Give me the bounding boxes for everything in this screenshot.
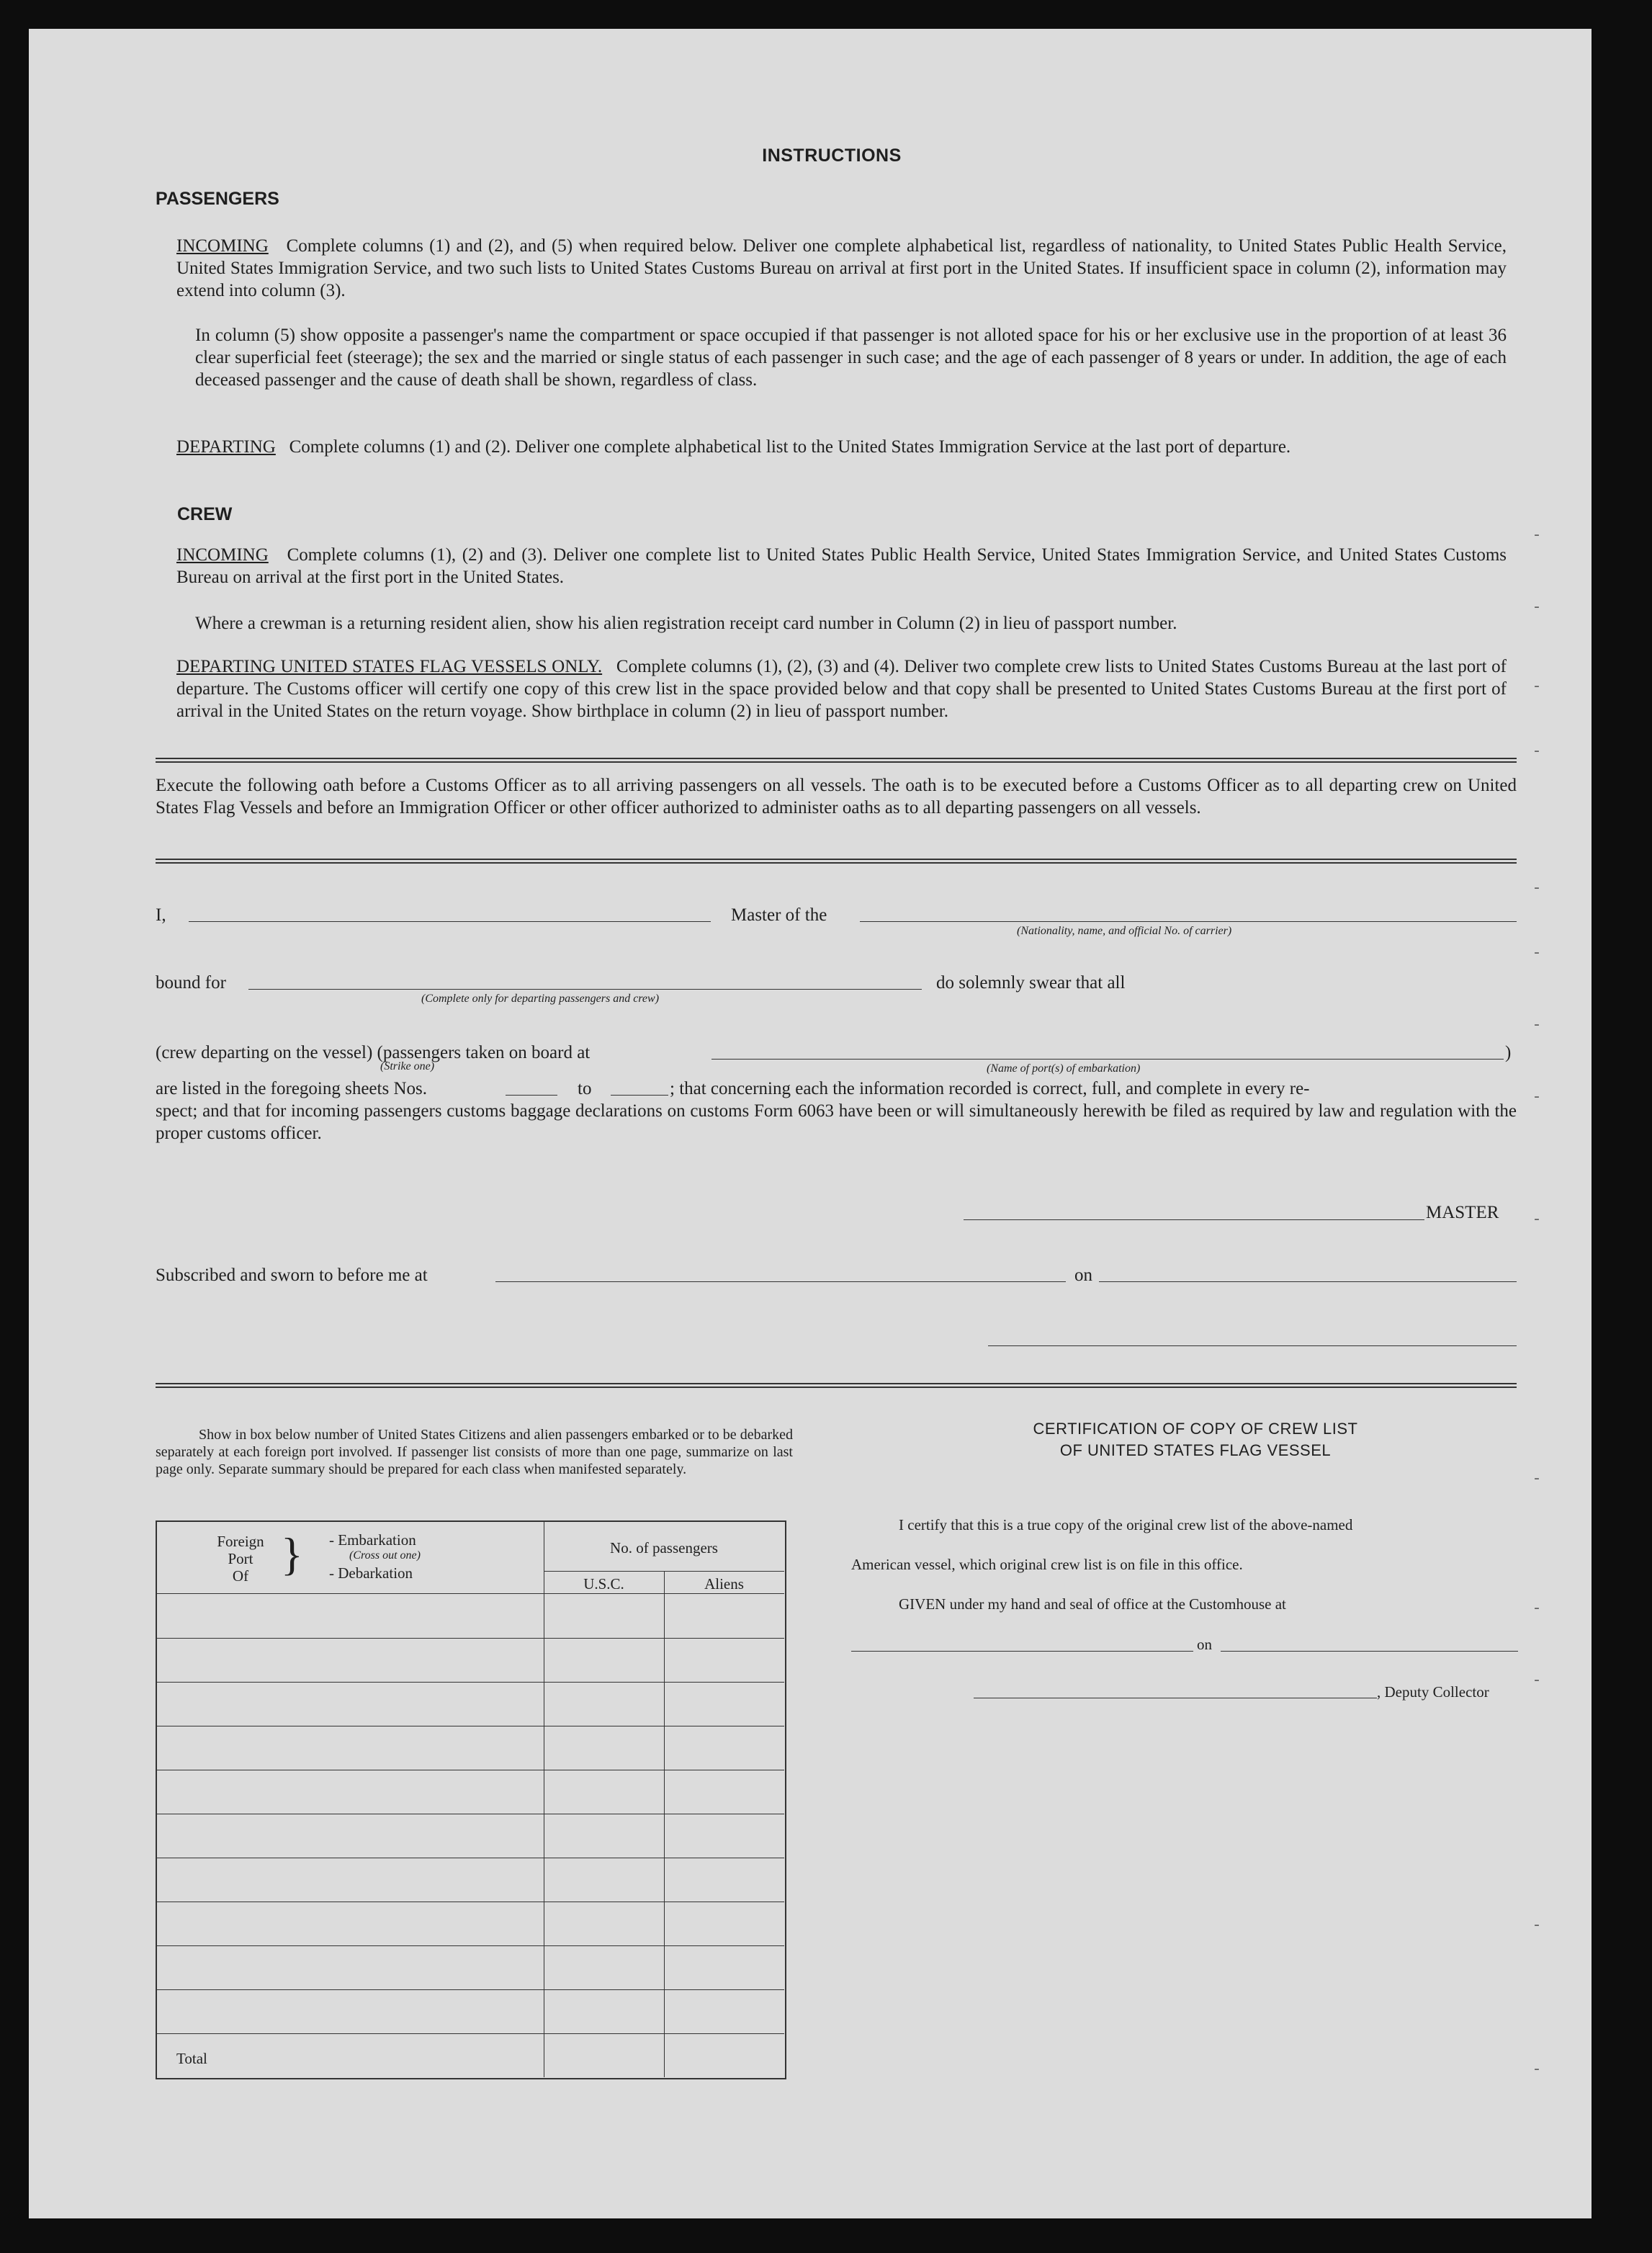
- passengers-column5-paragraph: In column (5) show opposite a passenger's name the compartment or space occupied if that passenger is not alloted space for his or her exclusive use in the proportion of at least 36 clear superficial feet (steerage); the sex and the married or single status of each passenger in such case; and the age of each passenger of 8 years or under. In addition, the age of each deceased passenger and the cause of death shall be shown, regardless of class.: [195, 326, 1507, 390]
- ports-caption: (Name of port(s) of embarkation): [987, 1062, 1141, 1075]
- certification-date-field[interactable]: [1221, 1651, 1518, 1652]
- sheet-to-field[interactable]: [611, 1095, 668, 1096]
- oath-close-paren: ): [1505, 1043, 1512, 1062]
- col-foreign-label: Foreign: [217, 1533, 264, 1550]
- no-passengers-label: No. of passengers: [610, 1539, 718, 1557]
- bleed-mark: -: [1534, 879, 1540, 897]
- page-title: INSTRUCTIONS: [762, 145, 902, 166]
- debarkation-label[interactable]: - Debarkation: [329, 1564, 413, 1582]
- table-row[interactable]: [156, 1638, 784, 1639]
- box-instructions: Show in box below number of United States Citizens and alien passengers embarked or to be debarked separately at each foreign port involved. If passenger list consists of more than one page, summarize on last page only. Separate summary should be prepared for each class when manifested separately.: [156, 1427, 793, 1477]
- sheet-from-field[interactable]: [506, 1095, 557, 1096]
- passengers-incoming-paragraph: [176, 235, 1507, 302]
- crew-incoming-paragraph: [176, 544, 1507, 588]
- usc-label: U.S.C.: [583, 1575, 624, 1593]
- bleed-mark: -: [1534, 1671, 1540, 1689]
- crew-departing-text: Complete columns (1), (2), (3) and (4). Deliver two complete crew lists to United States Customs Bureau at the last port of departure. The Customs officer will certify one copy of this crew list in the space provided below and that copy shall be presented to United States Customs Bureau at the first port of arrival in the United States on the return voyage. Show birthplace in column (2) in lieu of passport number.: [176, 657, 1507, 721]
- table-divider: [664, 1571, 665, 2077]
- oath-i-label: I,: [156, 905, 166, 925]
- bleed-mark: -: [1534, 526, 1540, 544]
- aliens-label: Aliens: [704, 1575, 744, 1593]
- table-row[interactable]: [156, 1945, 784, 1946]
- oath-master-of-the: Master of the: [731, 905, 827, 925]
- bleed-mark: -: [1534, 944, 1540, 962]
- oath-bound-for: bound for: [156, 973, 226, 993]
- oath-listed-b: ; that concerning each the information recorded is correct, full, and complete in every re-: [670, 1079, 1310, 1098]
- sworn-place-field[interactable]: [495, 1281, 1066, 1282]
- officer-signature-field[interactable]: [988, 1345, 1517, 1346]
- passengers-departing-label: DEPARTING: [176, 437, 276, 457]
- brace-icon: }: [281, 1528, 303, 1580]
- crew-heading: CREW: [177, 504, 233, 524]
- sworn-date-field[interactable]: [1099, 1281, 1517, 1282]
- master-name-field[interactable]: [189, 921, 711, 922]
- table-header-bottom: [156, 1593, 784, 1594]
- table-row[interactable]: [156, 1682, 784, 1683]
- bleed-mark: -: [1534, 1210, 1540, 1228]
- passengers-departing-paragraph: [176, 436, 1507, 458]
- col-port-label: Port: [228, 1550, 253, 1567]
- strike-caption: (Strike one): [380, 1060, 435, 1072]
- deputy-collector-label: , Deputy Collector: [1377, 1683, 1489, 1701]
- separator-rule: [156, 758, 1517, 763]
- col-of-label: Of: [232, 1567, 249, 1585]
- master-label: MASTER: [1426, 1203, 1499, 1222]
- oath-listed-c: spect; and that for incoming passengers customs baggage declarations on customs Form 6063 have been or will simultaneously herewith be filed as required by law and regulation with the proper customs officer.: [156, 1101, 1517, 1143]
- separator-rule: [156, 859, 1517, 864]
- separator-rule: [156, 1383, 1517, 1388]
- embarkation-label[interactable]: - Embarkation: [329, 1531, 416, 1549]
- bound-for-field[interactable]: [248, 989, 922, 990]
- crew-resident-paragraph: Where a crewman is a returning resident alien, show his alien registration receipt card number in Column (2) in lieu of passport number.: [195, 614, 1177, 633]
- total-label: Total: [176, 2050, 207, 2067]
- oath-swear: do solemnly swear that all: [936, 973, 1126, 993]
- passengers-departing-text: Complete columns (1) and (2). Deliver one complete alphabetical list to the United States Immigration Service at the last port of departure.: [289, 437, 1291, 457]
- oath-listed-a: are listed in the foregoing sheets Nos.: [156, 1079, 427, 1098]
- passenger-summary-table: [156, 1520, 786, 2079]
- bleed-mark: -: [1534, 1599, 1540, 1617]
- sworn-on-label: on: [1074, 1266, 1092, 1285]
- bound-for-caption: (Complete only for departing passengers and crew): [421, 993, 660, 1005]
- oath-listed-to: to: [578, 1079, 592, 1098]
- customhouse-field[interactable]: [851, 1651, 1193, 1652]
- crew-incoming-text: Complete columns (1), (2) and (3). Deliver one complete list to United States Public Health Service, United States Immigration Service, and United States Customs Bureau on arrival at the first port in the United States.: [176, 545, 1507, 587]
- bleed-mark: -: [1534, 1016, 1540, 1034]
- bleed-mark: -: [1534, 742, 1540, 760]
- bleed-mark: -: [1534, 677, 1540, 695]
- crew-departing-label: DEPARTING UNITED STATES FLAG VESSELS ONLY.: [176, 657, 603, 676]
- certification-line-3: GIVEN under my hand and seal of office at the Customhouse at: [899, 1595, 1286, 1613]
- embarkation-ports-field[interactable]: [711, 1059, 1504, 1060]
- certification-title-2: OF UNITED STATES FLAG VESSEL: [1059, 1441, 1332, 1459]
- oath-crew-passengers: (crew departing on the vessel) (passengers taken on board at: [156, 1043, 591, 1062]
- carrier-caption: (Nationality, name, and official No. of carrier): [1017, 925, 1232, 937]
- table-row[interactable]: [156, 1989, 784, 1990]
- passengers-incoming-text: Complete columns (1) and (2), and (5) when required below. Deliver one complete alphabetical list, regardless of nationality, to United States Public Health Service, United States Immigration Service, and two such lists to United States Customs Bureau on arrival at first port in the United States. If insufficient space in column (2), information may extend into column (3).: [176, 236, 1507, 300]
- carrier-field[interactable]: [860, 921, 1517, 922]
- subscribed-label: Subscribed and sworn to before me at: [156, 1266, 428, 1285]
- table-row[interactable]: [156, 2033, 784, 2034]
- bleed-mark: -: [1534, 2060, 1540, 2078]
- passengers-incoming-label: INCOMING: [176, 236, 269, 256]
- certification-line-2: American vessel, which original crew list is on file in this office.: [851, 1556, 1243, 1573]
- crew-departing-paragraph: [176, 655, 1507, 722]
- passengers-heading: PASSENGERS: [156, 189, 279, 209]
- certification-line-1: I certify that this is a true copy of the original crew list of the above-named: [899, 1516, 1353, 1533]
- crew-incoming-label: INCOMING: [176, 545, 269, 565]
- bleed-mark: -: [1534, 1916, 1540, 1934]
- table-divider: [544, 1571, 784, 1572]
- bleed-mark: -: [1534, 1088, 1540, 1106]
- form-sheet: [29, 29, 1592, 2218]
- bleed-mark: -: [1534, 598, 1540, 616]
- cross-out-caption: (Cross out one): [349, 1549, 421, 1562]
- bleed-mark: -: [1534, 1469, 1540, 1487]
- master-signature-field[interactable]: [964, 1219, 1424, 1220]
- certification-on-label: on: [1197, 1636, 1212, 1653]
- certification-title-1: CERTIFICATION OF COPY OF CREW LIST: [1033, 1420, 1358, 1438]
- oath-intro: Execute the following oath before a Customs Officer as to all arriving passengers on all vessels. The oath is to be executed before a Customs Officer as to all departing crew on United States Flag Vessels and before an Immigration Officer or other officer authorized to administer oaths as to all departing passengers on all vessels.: [156, 776, 1517, 818]
